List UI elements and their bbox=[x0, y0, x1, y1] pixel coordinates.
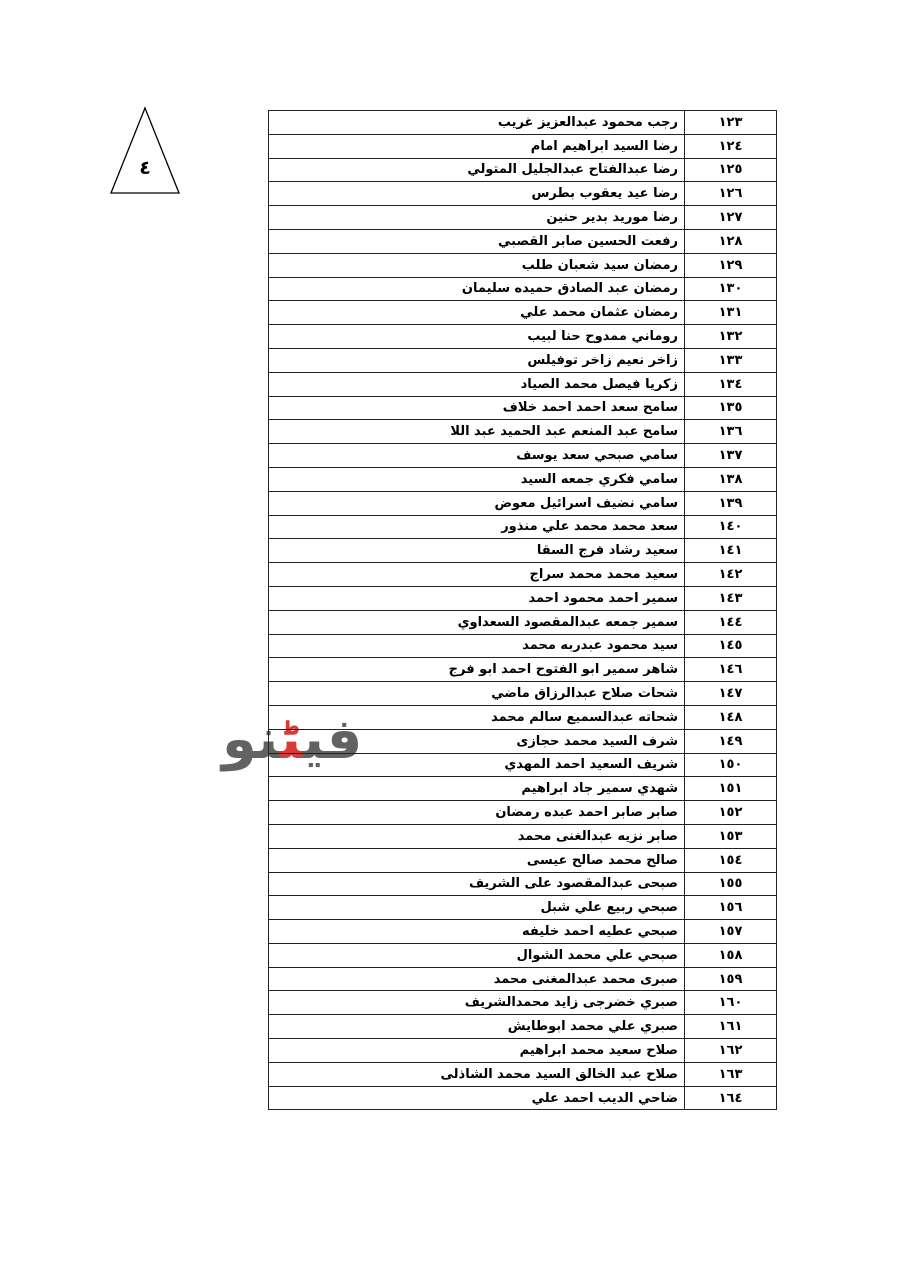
table-row bbox=[269, 301, 777, 325]
row-number: ١٣٢ bbox=[685, 325, 777, 349]
row-number: ١٥٠ bbox=[685, 753, 777, 777]
row-number: ١٣٠ bbox=[685, 277, 777, 301]
row-number: ١٢٨ bbox=[685, 229, 777, 253]
table-row bbox=[269, 1062, 777, 1086]
table-row bbox=[269, 158, 777, 182]
table-row bbox=[269, 777, 777, 801]
table-row bbox=[269, 444, 777, 468]
table-row bbox=[269, 824, 777, 848]
watermark-text-start: في bbox=[302, 707, 363, 772]
row-number: ١٥٥ bbox=[685, 872, 777, 896]
row-number: ١٥٩ bbox=[685, 967, 777, 991]
row-number: ١٥٣ bbox=[685, 824, 777, 848]
names-table bbox=[268, 110, 777, 1110]
row-number: ١٤٠ bbox=[685, 515, 777, 539]
row-number: ١٥٦ bbox=[685, 896, 777, 920]
row-number: ١٦٣ bbox=[685, 1062, 777, 1086]
row-number: ١٢٩ bbox=[685, 253, 777, 277]
row-number: ١٣٩ bbox=[685, 491, 777, 515]
table-row bbox=[269, 872, 777, 896]
table-row bbox=[269, 182, 777, 206]
names-table-body bbox=[269, 111, 777, 1110]
table-row bbox=[269, 991, 777, 1015]
row-name: ضاحي الديب احمد علي bbox=[269, 1086, 685, 1110]
table-row bbox=[269, 705, 777, 729]
row-number: ١٣٧ bbox=[685, 444, 777, 468]
row-name: سامح سعد احمد احمد خلاف bbox=[269, 396, 685, 420]
row-number: ١٣٥ bbox=[685, 396, 777, 420]
table-row bbox=[269, 586, 777, 610]
row-number: ١٢٦ bbox=[685, 182, 777, 206]
table-row bbox=[269, 420, 777, 444]
row-name: صبري علي محمد ابوطايش bbox=[269, 1015, 685, 1039]
row-name: سعد محمد محمد علي منذور bbox=[269, 515, 685, 539]
table-row bbox=[269, 896, 777, 920]
row-name: سعيد رشاد فرج السقا bbox=[269, 539, 685, 563]
row-name: شحات صلاح عبدالرزاق ماضي bbox=[269, 682, 685, 706]
table-row bbox=[269, 563, 777, 587]
row-name: صلاح عبد الخالق السيد محمد الشاذلى bbox=[269, 1062, 685, 1086]
table-row bbox=[269, 729, 777, 753]
row-number: ١٤٧ bbox=[685, 682, 777, 706]
row-number: ١٦١ bbox=[685, 1015, 777, 1039]
table-row bbox=[269, 943, 777, 967]
row-name: سامي صبحي سعد يوسف bbox=[269, 444, 685, 468]
row-number: ١٢٣ bbox=[685, 111, 777, 135]
row-number: ١٣٣ bbox=[685, 348, 777, 372]
row-number: ١٦٤ bbox=[685, 1086, 777, 1110]
table-row bbox=[269, 372, 777, 396]
row-name: رجب محمود عبدالعزيز غريب bbox=[269, 111, 685, 135]
table-row bbox=[269, 325, 777, 349]
row-name: صبرى محمد عبدالمغنى محمد bbox=[269, 967, 685, 991]
row-number: ١٤٣ bbox=[685, 586, 777, 610]
row-name: شحاته عبدالسميع سالم محمد bbox=[269, 705, 685, 729]
row-name: زكريا فيصل محمد الصياد bbox=[269, 372, 685, 396]
row-number: ١٣٦ bbox=[685, 420, 777, 444]
table-row bbox=[269, 253, 777, 277]
row-name: صابر نزيه عبدالغنى محمد bbox=[269, 824, 685, 848]
row-number: ١٤٥ bbox=[685, 634, 777, 658]
row-name: سمير احمد محمود احمد bbox=[269, 586, 685, 610]
row-name: رفعت الحسين صابر القصبي bbox=[269, 229, 685, 253]
row-number: ١٢٥ bbox=[685, 158, 777, 182]
row-number: ١٤٨ bbox=[685, 705, 777, 729]
row-number: ١٥٨ bbox=[685, 943, 777, 967]
row-name: رمضان عبد الصادق حميده سليمان bbox=[269, 277, 685, 301]
table-row bbox=[269, 277, 777, 301]
row-name: سامح عبد المنعم عبد الحميد عبد اللا bbox=[269, 420, 685, 444]
row-name: رضا السيد ابراهيم امام bbox=[269, 134, 685, 158]
row-number: ١٣٤ bbox=[685, 372, 777, 396]
table-row bbox=[269, 111, 777, 135]
table-row bbox=[269, 967, 777, 991]
row-number: ١٤٩ bbox=[685, 729, 777, 753]
row-number: ١٤٦ bbox=[685, 658, 777, 682]
row-name: رضا عيد يعقوب بطرس bbox=[269, 182, 685, 206]
row-number: ١٥٧ bbox=[685, 920, 777, 944]
row-name: رمضان سيد شعبان طلب bbox=[269, 253, 685, 277]
table-row bbox=[269, 206, 777, 230]
table-row bbox=[269, 658, 777, 682]
row-name: سامي فكري جمعه السيد bbox=[269, 467, 685, 491]
row-name: شاهر سمير ابو الفتوح احمد ابو فرج bbox=[269, 658, 685, 682]
row-name: رضا موريد بدير حنين bbox=[269, 206, 685, 230]
table-row bbox=[269, 1015, 777, 1039]
watermark-text-highlight: ٹ bbox=[279, 707, 303, 772]
row-number: ١٦٢ bbox=[685, 1039, 777, 1063]
table-row bbox=[269, 1086, 777, 1110]
row-number: ١٤١ bbox=[685, 539, 777, 563]
row-name: صلاح سعيد محمد ابراهيم bbox=[269, 1039, 685, 1063]
watermark-text-end: نو bbox=[222, 707, 280, 772]
table-row bbox=[269, 348, 777, 372]
row-number: ١٢٤ bbox=[685, 134, 777, 158]
triangle-shape bbox=[108, 105, 182, 197]
row-number: ١٢٧ bbox=[685, 206, 777, 230]
table-row bbox=[269, 134, 777, 158]
row-name: رمضان عثمان محمد علي bbox=[269, 301, 685, 325]
table-row bbox=[269, 1039, 777, 1063]
row-number: ١٥٢ bbox=[685, 801, 777, 825]
row-name: روماني ممدوح حنا لبيب bbox=[269, 325, 685, 349]
row-number: ١٤٤ bbox=[685, 610, 777, 634]
row-number: ١٤٢ bbox=[685, 563, 777, 587]
table-row bbox=[269, 539, 777, 563]
row-name: صبحى عبدالمقصود على الشريف bbox=[269, 872, 685, 896]
row-name: سعيد محمد محمد سراج bbox=[269, 563, 685, 587]
row-number: ١٥١ bbox=[685, 777, 777, 801]
row-name: سيد محمود عبدربه محمد bbox=[269, 634, 685, 658]
row-name: شهدي سمير جاد ابراهيم bbox=[269, 777, 685, 801]
row-number: ١٦٠ bbox=[685, 991, 777, 1015]
page-number: ٤ bbox=[139, 157, 151, 179]
page-number-marker bbox=[108, 105, 182, 197]
row-name: صابر صابر احمد عبده رمضان bbox=[269, 801, 685, 825]
table-row bbox=[269, 682, 777, 706]
table-row bbox=[269, 801, 777, 825]
row-number: ١٣٨ bbox=[685, 467, 777, 491]
table-row bbox=[269, 920, 777, 944]
row-name: صبحي عطيه احمد خليفه bbox=[269, 920, 685, 944]
row-name: زاخر نعيم زاخر توفيلس bbox=[269, 348, 685, 372]
row-name: رضا عبدالفتاح عبدالجليل المتولي bbox=[269, 158, 685, 182]
table-row bbox=[269, 848, 777, 872]
table-row bbox=[269, 610, 777, 634]
table-row bbox=[269, 515, 777, 539]
row-name: شرف السيد محمد حجازى bbox=[269, 729, 685, 753]
table-row bbox=[269, 753, 777, 777]
table-row bbox=[269, 396, 777, 420]
row-number: ١٥٤ bbox=[685, 848, 777, 872]
row-name: شريف السعيد احمد المهدي bbox=[269, 753, 685, 777]
row-name: صبحي علي محمد الشوال bbox=[269, 943, 685, 967]
row-name: سمير جمعه عبدالمقصود السعداوي bbox=[269, 610, 685, 634]
row-name: صبري خضرجى زايد محمدالشريف bbox=[269, 991, 685, 1015]
table-row bbox=[269, 467, 777, 491]
row-number: ١٣١ bbox=[685, 301, 777, 325]
table-row bbox=[269, 491, 777, 515]
table-row bbox=[269, 634, 777, 658]
table-row bbox=[269, 229, 777, 253]
row-name: صالح محمد صالح عيسى bbox=[269, 848, 685, 872]
row-name: صبحي ربيع علي شبل bbox=[269, 896, 685, 920]
row-name: سامي نضيف اسرائيل معوض bbox=[269, 491, 685, 515]
